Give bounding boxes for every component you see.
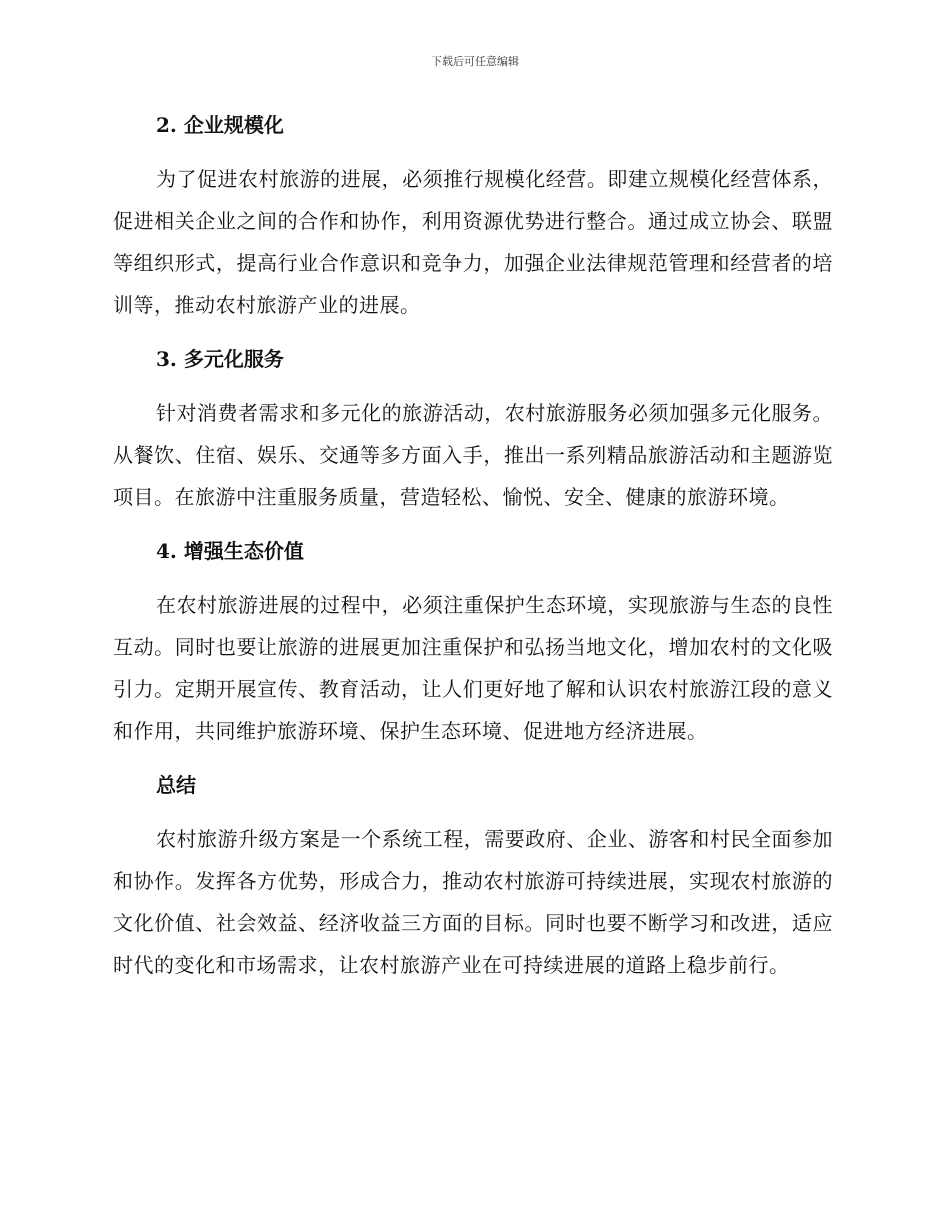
section-heading-summary: 总结: [156, 773, 196, 797]
section-heading-ecological-value: 4. 增强生态价值: [156, 539, 304, 563]
section-paragraph-summary: 农村旅游升级方案是一个系统工程，需要政府、企业、游客和村民全面参加和协作。发挥各方优势，形成合力，推动农村旅游可持续进展，实现农村旅游的文化价值、社会效益、经济收益三方面的目标。同时也要不断学习和改进，适应时代的变化和市场需求，让农村旅游产业在可持续进展的道路上稳步前行。: [113, 827, 833, 977]
document-body: [113, 104, 833, 998]
section-paragraph-diversified-services: 针对消费者需求和多元化的旅游活动，农村旅游服务必须加强多元化服务。从餐饮、住宿、娱乐、交通等多方面入手，推出一系列精品旅游活动和主题游览项目。在旅游中注重服务质量，营造轻松、愉悦、安全、健康的旅游环境。: [113, 401, 833, 509]
section-heading-scale: 2. 企业规模化: [156, 113, 284, 137]
section-paragraph-ecological-value: 在农村旅游进展的过程中，必须注重保护生态环境，实现旅游与生态的良性互动。同时也要让旅游的进展更加注重保护和弘扬当地文化，增加农村的文化吸引力。定期开展宣传、教育活动，让人们更好地了解和认识农村旅游江段的意义和作用，共同维护旅游环境、保护生态环境、促进地方经济进展。: [113, 593, 833, 743]
page-header: 下载后可任意编辑: [431, 55, 519, 68]
section-heading-diversified-services: 3. 多元化服务: [156, 347, 284, 371]
section-paragraph-scale: 为了促进农村旅游的进展，必须推行规模化经营。即建立规模化经营体系，促进相关企业之间的合作和协作，利用资源优势进行整合。通过成立协会、联盟等组织形式，提高行业合作意识和竞争力，加强企业法律规范管理和经营者的培训等，推动农村旅游产业的进展。: [113, 167, 833, 317]
